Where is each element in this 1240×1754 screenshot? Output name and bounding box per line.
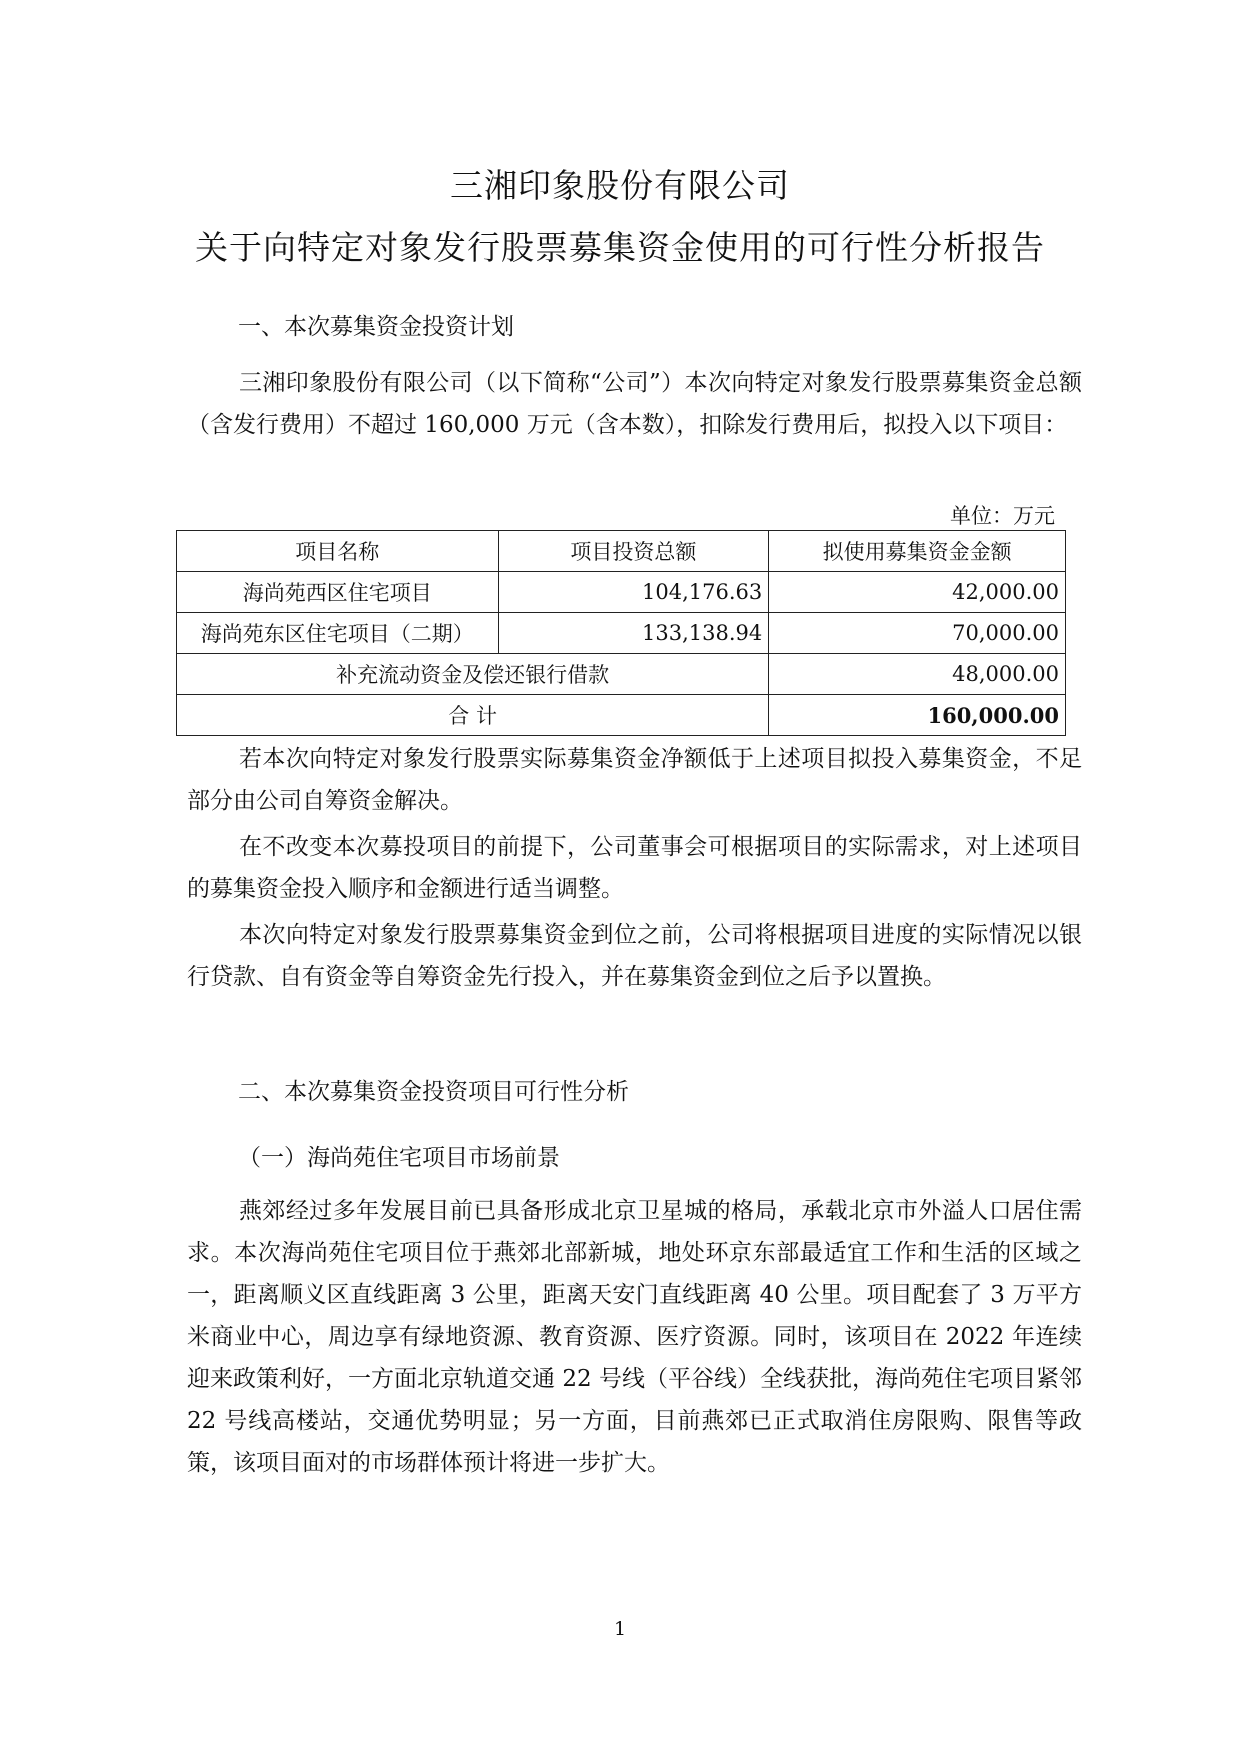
project-name-cell: 海尚苑西区住宅项目 [177,572,499,613]
raised-funds-cell: 42,000.00 [769,572,1066,613]
table-row-supplement [177,654,1066,695]
shortfall-paragraph: 若本次向特定对象发行股票实际募集资金净额低于上述项目拟投入募集资金，不足部分由公司自筹资金解决。 [187,746,1082,814]
unit-label: 单位：万元 [950,504,1055,528]
fund-usage-table [176,530,1066,736]
market-outlook-paragraph: 燕郊经过多年发展目前已具备形成北京卫星城的格局，承载北京市外溢人口居住需求。本次海尚苑住宅项目位于燕郊北部新城，地处环京东部最适宜工作和生活的区域之一，距离顺义区直线距离 3 公里，距离天安门直线距离 40 公里。项目配套了 3 万平方米商业中心，周边享有绿地资源、教育资源、医疗资源。同时，该项目在 2022 年连续迎来政策利好，一方面北京轨道交通 22 号线（平谷线）全线获批，海尚苑住宅项目紧邻 22 号线高楼站，交通优势明显；另一方面，目前燕郊已正式取消住房限购、限售等政策，该项目面对的市场群体预计将进一步扩大。 [187,1198,1082,1476]
table-row [177,572,1066,613]
supplement-raised-cell: 48,000.00 [769,654,1066,695]
section1-intro-paragraph: 三湘印象股份有限公司（以下简称“公司”）本次向特定对象发行股票募集资金总额（含发行费用）不超过 160,000 万元（含本数），扣除发行费用后，拟投入以下项目： [187,370,1082,438]
total-raised-cell: 160,000.00 [769,695,1066,736]
table-row [177,613,1066,654]
total-investment-cell: 133,138.94 [498,613,769,654]
section1-heading: 一、本次募集资金投资计划 [238,314,514,340]
total-investment-cell: 104,176.63 [498,572,769,613]
adjustment-paragraph: 在不改变本次募投项目的前提下，公司董事会可根据项目的实际需求，对上述项目的募集资金投入顺序和金额进行适当调整。 [187,834,1082,902]
table-header-row [177,531,1066,572]
total-label-cell: 合 计 [177,695,769,736]
supplement-name-cell: 补充流动资金及偿还银行借款 [177,654,769,695]
header-project-name: 项目名称 [177,531,499,572]
header-raised-funds: 拟使用募集资金金额 [769,531,1066,572]
advance-investment-paragraph: 本次向特定对象发行股票募集资金到位之前，公司将根据项目进度的实际情况以银行贷款、自有资金等自筹资金先行投入，并在募集资金到位之后予以置换。 [187,922,1082,990]
header-total-investment: 项目投资总额 [498,531,769,572]
project-name-cell: 海尚苑东区住宅项目（二期） [177,613,499,654]
page-number: 1 [613,1618,627,1640]
table-row-total [177,695,1066,736]
section2-heading: 二、本次募集资金投资项目可行性分析 [238,1079,629,1105]
report-title: 关于向特定对象发行股票募集资金使用的可行性分析报告 [195,228,1045,267]
company-title: 三湘印象股份有限公司 [450,166,790,205]
raised-funds-cell: 70,000.00 [769,613,1066,654]
subsection1-heading: （一）海尚苑住宅项目市场前景 [238,1145,560,1171]
